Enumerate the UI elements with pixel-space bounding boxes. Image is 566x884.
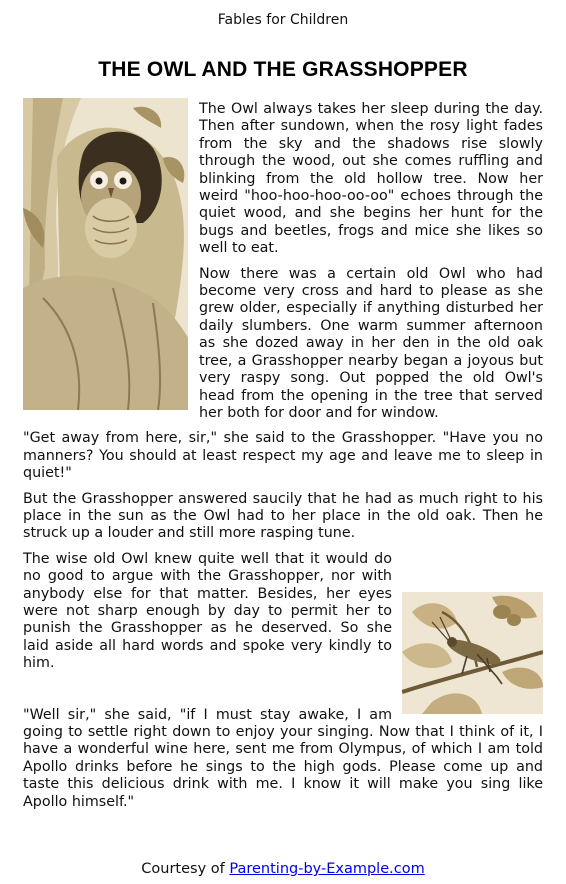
source-link[interactable]: Parenting-by-Example.com [229,861,425,877]
paragraph-1: The Owl always takes her sleep during the day. Then after sundown, when the rosy light fades from the sky and the shadows rise slowly through the wood, out she comes ruffling and blinking from the old hollow tree. Now her weird "hoo-hoo-hoo-oo-oo" echoes through the quiet wood, and she begins her hunt for the bugs and beetles, frogs and mice she likes so well to eat. [199,101,543,257]
paragraph-6: "Well sir," she said, "if I must stay awake, I am going to settle right down to enjoy your singing. Now that I think of it, I have a wonderful wine here, sent me from Olympus, of which I am told Apollo drinks before he sings to the high gods. Please come up and taste this delicious drink with me. I know it will make you sing like Apollo himself." [23,706,543,810]
footer-prefix: Courtesy of [141,861,230,877]
page-header: Fables for Children [217,12,349,28]
fable-title: THE OWL AND THE GRASSHOPPER [98,58,468,81]
owl-illustration [23,98,188,410]
paragraph-4: But the Grasshopper answered saucily that he had as much right to his place in the sun as the Owl had to her place in the old oak. Then he struck up a louder and still more rasping tune. [23,490,543,542]
paragraph-5: The wise old Owl knew quite well that it would do no good to argue with the Grasshopper, nor with anybody else for that matter. Besides, her eyes were not sharp enough by day to permit her to punish the Grasshopper as he deserved. So she laid aside all hard words and spoke very kindly to him. [23,550,392,672]
paragraph-2: Now there was a certain old Owl who had become very cross and hard to please as she grew older, especially if anything disturbed her daily slumbers. One warm summer afternoon as she dozed away in her den in the old oak tree, a Grasshopper nearby began a joyous but very raspy song. Out popped the old Owl's head from the opening in the tree that served her both for door and for window. [199,265,543,421]
paragraph-3: "Get away from here, sir," she said to the Grasshopper. "Have you no manners? You should at least respect my age and leave me to sleep in quiet!" [23,430,543,482]
grasshopper-illustration [402,592,543,714]
footer-credit [0,861,566,877]
story-body [23,101,543,819]
